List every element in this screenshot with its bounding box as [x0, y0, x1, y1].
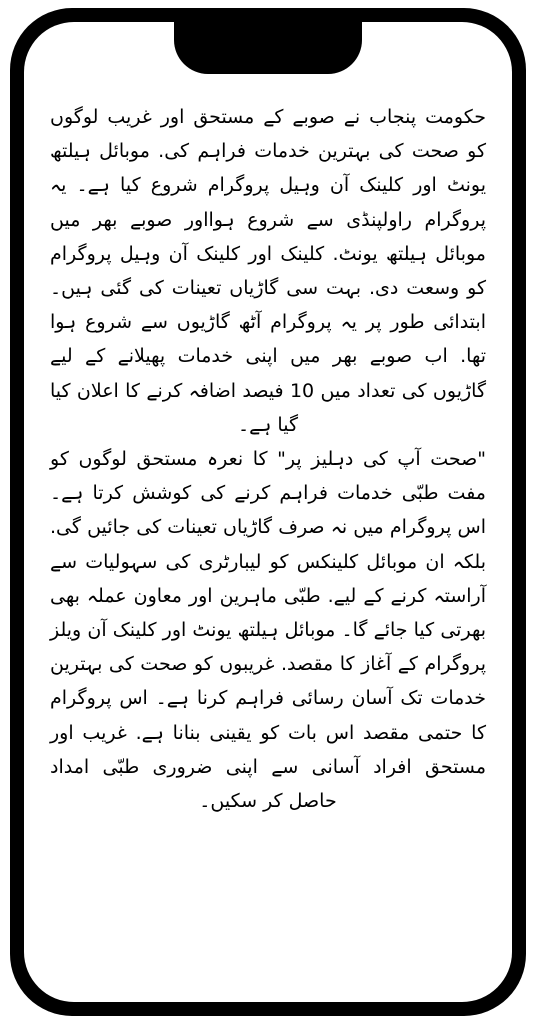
article-paragraph-2: "صحت آپ کی دہلیز پر" کا نعرہ مستحق لوگوں کو مفت طبّی خدمات فراہم کرنے کی کوشش کرتا ہے۔ اس پروگرام میں نہ صرف گاڑیاں تعینات کی جائیں گی. بلکہ ان موبائل کلینکس کو لیبارٹری کی سہولیات سے آراستہ کرنے کے لیے. طبّی ماہرین اور معاون عملہ بھی بھرتی کیا جائے گا۔ موبائل ہیلتھ یونٹ اور کلینک آن ویلز پروگرام کے آغاز کا مقصد. غریبوں کو صحت کی بہترین خدمات تک آسان رسائی فراہم کرنا ہے۔ اس پروگرام کا حتمی مقصد اس بات کو یقینی بنانا ہے. غریب اور مستحق افراد آسانی سے اپنی ضروری طبّی امداد حاصل کر سکیں۔: [50, 448, 486, 813]
phone-frame: [10, 8, 526, 1016]
phone-screen: [24, 22, 512, 1002]
article-paragraph-1: حکومت پنجاب نے صوبے کے مستحق اور غریب لوگوں کو صحت کی بہترین خدمات فراہم کی. موبائل ہیلتھ یونٹ اور کلینک آن وہیل پروگرام شروع کیا ہے۔ یہ پروگرام راولپنڈی سے شروع ہوااور صوبے بھر میں موبائل ہیلتھ یونٹ. کلینک اور کلینک آن وہیل پروگرام کو وسعت دی. بہت سی گاڑیاں تعینات کی گئی ہیں۔ ابتدائی طور پر یہ پروگرام آٹھ گاڑیوں سے شروع ہوا تھا. اب صوبے بھر میں اپنی خدمات پھیلانے کے لیے گاڑیوں کی تعداد میں 10 فیصد اضافہ کرنے کا اعلان کیا گیا ہے۔: [50, 106, 486, 436]
article-body: [50, 100, 486, 818]
phone-notch: [174, 22, 362, 74]
